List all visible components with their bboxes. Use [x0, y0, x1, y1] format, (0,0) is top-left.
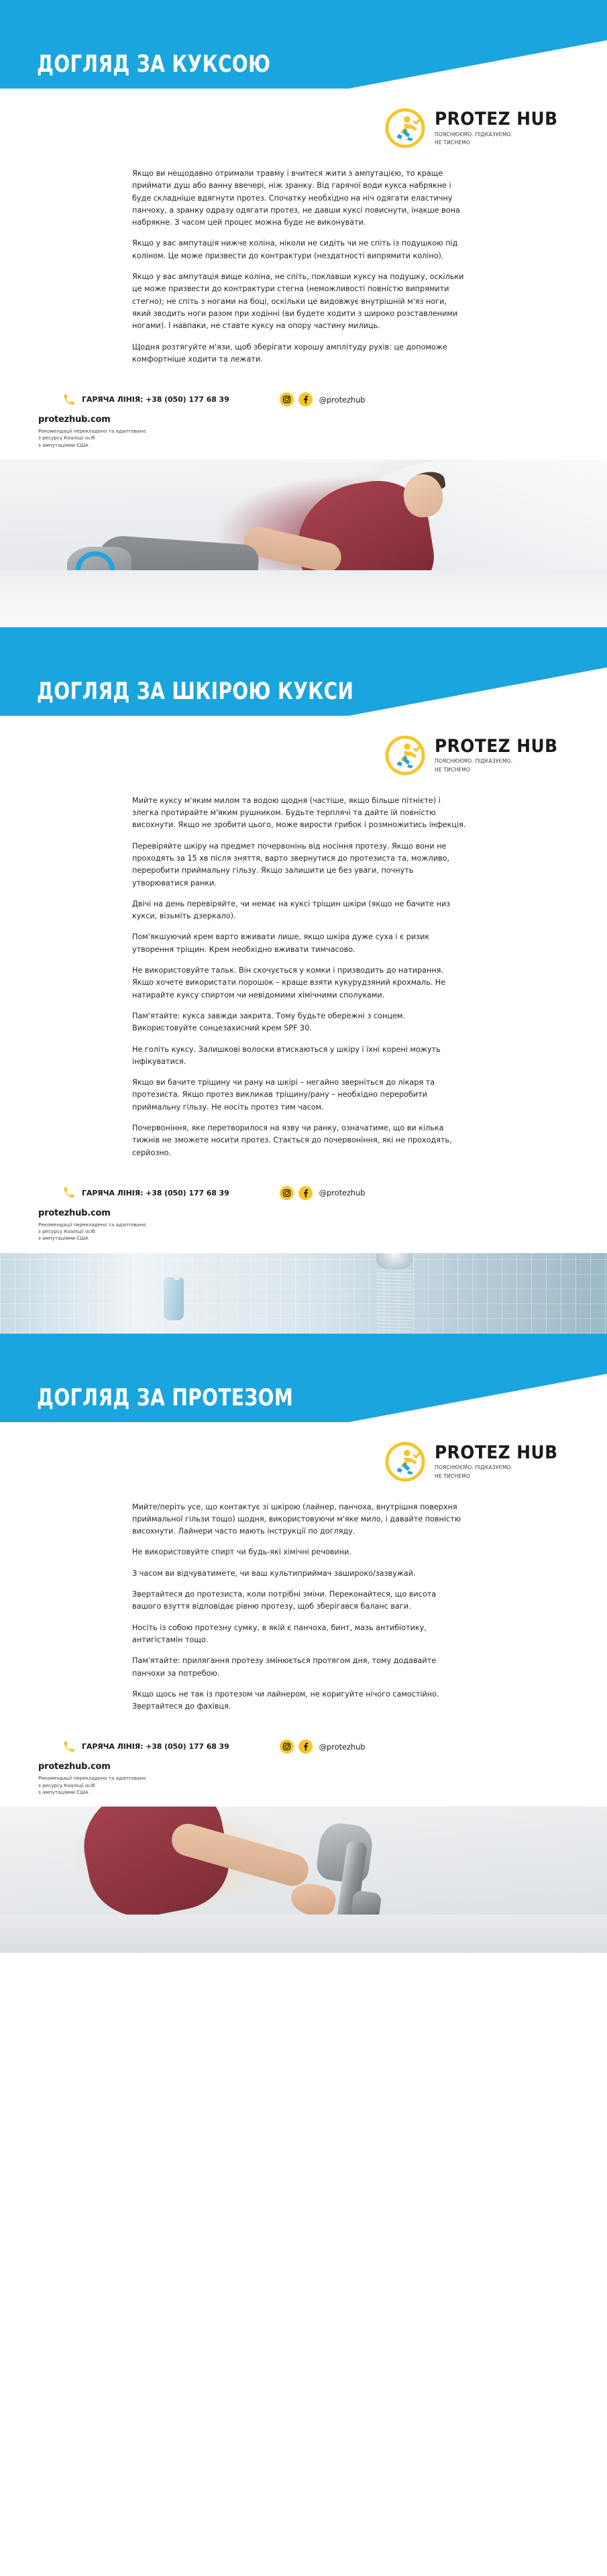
section-body-copy — [0, 168, 607, 366]
disclaimer-text — [0, 1222, 607, 1246]
section-title: ДОГЛЯД ЗА ШКІРОЮ КУКСИ — [37, 678, 354, 705]
header-wedge-shape — [349, 1374, 607, 1422]
instagram-icon[interactable] — [280, 392, 294, 407]
header-wedge-shape — [349, 667, 607, 716]
disclaimer-line: Рекомендації перекладено та адаптовано — [38, 1221, 146, 1228]
photo-floor — [0, 1915, 607, 1953]
disclaimer-text — [0, 428, 607, 453]
brand-tagline-line2: НЕ ТИСНЕМО — [434, 139, 470, 146]
paragraph: Якщо у вас ампутація вище коліна, не спіть, поклавши куксу на подушку, оскільки це може призвести до контрактури стегна (неможливості повністю випрямити стегно); не спіть з ногами на боці, оскільки це видовжує внутрішній м'яз ноги, який зводить ноги разом при ходінні (ви будете ходити з широко розставленими ногами). І навпаки, не ставте куксу на опору частину милиць. — [132, 272, 464, 331]
photo-man-in-bed — [0, 460, 607, 627]
website-url[interactable]: protezhub.com — [38, 415, 111, 425]
brand-tagline-line2: НЕ ТИСНЕМО — [434, 765, 470, 773]
contact-footer — [0, 1735, 607, 1807]
running-person-logo-icon — [384, 1441, 426, 1483]
hotline-label[interactable]: ГАРЯЧА ЛІНІЯ: +38 (050) 177 68 39 — [82, 395, 229, 405]
social-handle[interactable]: @protezhub — [319, 394, 366, 405]
section-body-copy — [0, 1501, 607, 1713]
paragraph: Мийте куксу м'яким милом та водою щодня (частіше, якщо більше пітнієте) і злегка протирайте м'яким рушником. Будьте терплячі та дайте їй повністю висохнути. Якщо не зробити цього, може вирости грибок і розмножитись інфекція. — [132, 796, 466, 830]
facebook-icon[interactable] — [298, 1739, 313, 1754]
photo-bedsheet — [0, 570, 607, 627]
paragraph: Якщо у вас ампутація нижче коліна, ніколи не сидіть чи не спіть із подушкою під коліном. Це може призвести до контрактури (нездатності випрямити коліно). — [132, 239, 458, 260]
paragraph: Не голіть куксу. Залишкові волоски втискаються у шкіру і їхні корені можуть інфікуватися. — [132, 1044, 441, 1066]
social-links — [280, 392, 366, 407]
disclaimer-line: з ампутаціями США — [38, 1235, 89, 1242]
paragraph: Двічі на день перевіряйте, чи немає на куксі тріщин шкіри (якщо не бачите низ кукси, візьміть дзеркало). — [132, 899, 451, 921]
paragraph: Щодня розтягуйте м'язи, щоб зберігати хорошу амплітуду рухів: це допоможе комфортніше ходити та лежати. — [132, 342, 447, 364]
section-skin-care — [0, 627, 607, 1334]
brand-name: PROTEZ HUB — [434, 109, 558, 130]
disclaimer-line: з ресурсу Коаліції осіб — [38, 1228, 95, 1235]
section-prosthesis-care — [0, 1334, 607, 1953]
phone-icon — [62, 393, 76, 407]
spacer — [0, 1713, 607, 1735]
paragraph: Пам'ятайте: прилягання протезу змінюється протягом дня, тому додавайте панчохи за потребою. — [132, 1656, 437, 1678]
social-links — [280, 1739, 366, 1754]
paragraph: Не використовуйте спирт чи будь-які хімічні речовини. — [132, 1548, 351, 1557]
running-person-logo-icon — [384, 735, 426, 776]
paragraph: Пом'якшуючий крем варто вживати лише, якщо шкіра дуже суха і є ризик утворення тріщин. Крем необхідно вживати тимчасово. — [132, 932, 430, 954]
brand-logo-lockup — [0, 716, 607, 795]
brand-tagline-line1: ПОЯСНЮЄМО. ПІДКАЗУЄМО. — [434, 757, 512, 765]
contact-row — [0, 1739, 607, 1754]
social-handle[interactable]: @protezhub — [319, 1741, 366, 1752]
contact-footer — [0, 388, 607, 460]
website-url[interactable]: protezhub.com — [38, 1208, 111, 1218]
brand-tagline-line1: ПОЯСНЮЄМО. ПІДКАЗУЄМО. — [434, 1464, 512, 1471]
brand-text-block — [435, 737, 568, 773]
paragraph: Якщо щось не так із протезом чи лайнером, не коригуйте нічого самостійно. Звертайтеся до фахівця. — [132, 1689, 439, 1711]
phone-icon — [62, 1186, 76, 1199]
phone-icon — [62, 1740, 76, 1754]
section-stump-care — [0, 0, 607, 627]
photo-soap-bottle — [164, 1277, 184, 1320]
disclaimer-line: з ресурсу Коаліції осіб — [38, 1782, 95, 1788]
section-body-copy — [0, 795, 607, 1159]
brand-name: PROTEZ HUB — [434, 1442, 558, 1463]
paragraph: Не використовуйте тальк. Він скочується у комки і призводить до натирання. Якщо хочете використати порошок – краще взяти кукурудзяний крохмаль. Не натирайте куксу спиртом чи невідомими хімічними сполуками. — [132, 966, 446, 1000]
section-title: ДОГЛЯД ЗА ПРОТЕЗОМ — [37, 1384, 294, 1411]
disclaimer-line: Рекомендації перекладено та адаптовано — [38, 428, 146, 435]
social-handle[interactable]: @protezhub — [319, 1188, 366, 1198]
brand-tagline-line1: ПОЯСНЮЄМО. ПІДКАЗУЄМО. — [434, 130, 512, 138]
disclaimer-line: з ресурсу Коаліції осіб — [38, 435, 95, 441]
paragraph: Пам'ятайте: кукса завжди закрита. Тому будьте обережні з сонцем. Використовуйте сонцезахисний крем SPF 30. — [132, 1011, 405, 1033]
disclaimer-text — [0, 1775, 607, 1800]
section-header-band — [0, 0, 607, 89]
paragraph: Носіть із собою протезну сумку, в якій є панчоха, бинт, мазь антибіотику, антигістамін тощо. — [132, 1623, 427, 1644]
brand-text-block — [435, 110, 568, 146]
spacer — [0, 1159, 607, 1182]
running-person-logo-icon — [384, 107, 426, 149]
section-header-band — [0, 1334, 607, 1422]
photo-adjusting-prosthesis — [0, 1807, 607, 1953]
paragraph: Якщо ви нещодавно отримали травму і вчитеся жити з ампутацією, то краще приймати душ або ванну ввечері, ніж зранку. Від гарячої води кукса набрякне і буде складніше вдягнути протез. Спочатку необхідно на ніч одягати еластичну панчоху, а зранку одразу одягати протез, не давши куксі повиснути, інакше вона набрякне. З часом цей процес можна буде не виконувати. — [132, 169, 460, 227]
paragraph: Мийте/періть усе, що контактує зі шкірою (лайнер, панчоха, внутрішня поверхня приймальної гільзи тощо) щодня, використовуючи м'яке мило, і давайте повністю висохнути. Лайнери часто мають інструкції по догляду. — [132, 1502, 461, 1536]
contact-footer — [0, 1182, 607, 1253]
hotline-label[interactable]: ГАРЯЧА ЛІНІЯ: +38 (050) 177 68 39 — [82, 1188, 229, 1197]
photo-tile-pattern — [0, 1253, 607, 1334]
photo-shower — [0, 1253, 607, 1334]
instagram-icon[interactable] — [280, 1186, 294, 1200]
paragraph: Якщо ви бачите тріщину чи рану на шкірі – негайно зверніться до лікаря та протезиста. Якщо протез викликав тріщину/рану – необхідно переробити приймальну гільзу. Не носіть протез тим часом. — [132, 1078, 435, 1112]
brand-logo-lockup — [0, 89, 607, 168]
facebook-icon[interactable] — [298, 1186, 313, 1200]
brand-name: PROTEZ HUB — [434, 735, 558, 757]
paragraph: Перевіряйте шкіру на предмет почервонінь від носіння протезу. Якщо вони не проходять за 15 хв після зняття, варто звернутися до протезиста та, можливо, переробити приймальну гільзу. Якщо залишити це без уваги, почнуть утворюватися ранки. — [132, 841, 449, 888]
disclaimer-line: з ампутаціями США — [38, 1788, 89, 1795]
header-wedge-shape — [349, 40, 607, 89]
photo-soap-pump — [174, 1268, 180, 1280]
section-header-band — [0, 627, 607, 716]
contact-row — [0, 1186, 607, 1200]
instagram-icon[interactable] — [280, 1739, 294, 1754]
brand-tagline-line2: НЕ ТИСНЕМО — [434, 1472, 470, 1479]
hotline-label[interactable]: ГАРЯЧА ЛІНІЯ: +38 (050) 177 68 39 — [82, 1742, 229, 1752]
photo-water-stream — [376, 1269, 412, 1334]
website-url[interactable]: protezhub.com — [38, 1762, 111, 1772]
paragraph: Звертайтеся до протезиста, коли потрібні зміни. Переконайтеся, що висота вашого взуття відповідає рівню протезу, щоб зберігався баланс ваги. — [132, 1590, 437, 1611]
brand-logo-lockup — [0, 1422, 607, 1501]
brand-text-block — [435, 1444, 568, 1480]
facebook-icon[interactable] — [298, 392, 313, 407]
paragraph: Почервоніння, яке перетворилося на язву чи ранку, означатиме, що ви кілька тижнів не зможете носити протез. Стається до почервоніння, які не проходять, серйозно. — [132, 1124, 452, 1157]
paragraph: З часом ви відчуватимете, чи ваш культиприймач зашироко/зазвужай. — [132, 1568, 416, 1578]
social-links — [280, 1186, 366, 1200]
spacer — [0, 366, 607, 388]
contact-row — [0, 392, 607, 407]
section-title: ДОГЛЯД ЗА КУКСОЮ — [37, 51, 271, 78]
disclaimer-line: Рекомендації перекладено та адаптовано — [38, 1775, 146, 1782]
disclaimer-line: з ампутаціями США — [38, 441, 89, 448]
